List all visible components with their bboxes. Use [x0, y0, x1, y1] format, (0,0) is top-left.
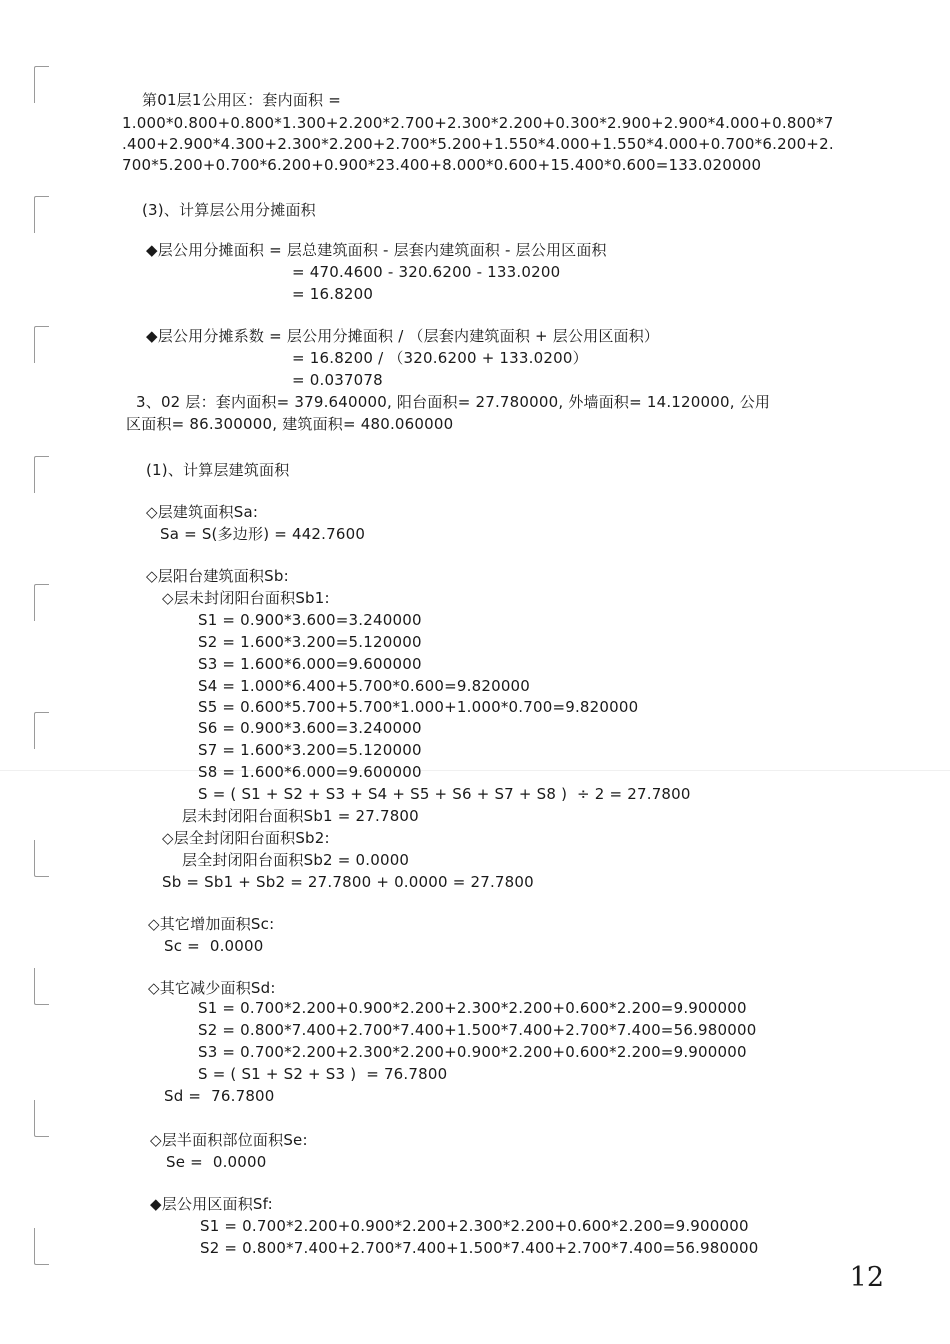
- text-line: S5 = 0.600*5.700+5.700*1.000+1.000*0.700=9.820000: [198, 698, 639, 716]
- binding-mark: [34, 584, 49, 621]
- binding-mark: [34, 968, 49, 1005]
- binding-mark: [34, 456, 49, 493]
- binding-mark: [34, 840, 49, 877]
- text-line: S1 = 0.900*3.600=3.240000: [198, 611, 422, 629]
- text-line: Sb = Sb1 + Sb2 = 27.7800 + 0.0000 = 27.7800: [162, 873, 534, 891]
- text-line: ◆层公用分摊系数 = 层公用分摊面积 / （层套内建筑面积 + 层公用区面积）: [146, 327, 660, 345]
- text-line: 区面积= 86.300000, 建筑面积= 480.060000: [126, 415, 454, 433]
- text-line: S3 = 1.600*6.000=9.600000: [198, 655, 422, 673]
- text-line: Sa = S(多边形) = 442.7600: [160, 525, 366, 543]
- text-line: ◇层全封闭阳台面积Sb2:: [162, 829, 330, 847]
- text-line: 层全封闭阳台面积Sb2 = 0.0000: [182, 851, 410, 869]
- text-line: S8 = 1.600*6.000=9.600000: [198, 763, 422, 781]
- text-line: Se = 0.0000: [166, 1153, 267, 1171]
- text-line: .400+2.900*4.300+2.300*2.200+2.700*5.200+1.550*4.000+1.550*4.000+0.700*6.200+2.: [122, 135, 834, 153]
- text-line: ◇层建筑面积Sa:: [146, 503, 259, 521]
- text-line: Sc = 0.0000: [164, 937, 264, 955]
- text-line: S1 = 0.700*2.200+0.900*2.200+2.300*2.200+0.600*2.200=9.900000: [200, 1217, 749, 1235]
- text-line: 1.000*0.800+0.800*1.300+2.200*2.700+2.300*2.200+0.300*2.900+2.900*4.000+0.800*7: [122, 114, 834, 132]
- text-line: Sd = 76.7800: [164, 1087, 275, 1105]
- text-line: ◆层公用分摊面积 = 层总建筑面积 - 层套内建筑面积 - 层公用区面积: [146, 241, 607, 259]
- text-line: S4 = 1.000*6.400+5.700*0.600=9.820000: [198, 677, 531, 695]
- text-line: 3、02 层：套内面积= 379.640000, 阳台面积= 27.780000, 外墙面积= 14.120000, 公用: [136, 393, 771, 411]
- text-line: S1 = 0.700*2.200+0.900*2.200+2.300*2.200+0.600*2.200=9.900000: [198, 999, 747, 1017]
- binding-mark: [34, 1228, 49, 1265]
- text-line: S2 = 0.800*7.400+2.700*7.400+1.500*7.400+2.700*7.400=56.980000: [200, 1239, 759, 1257]
- page-number: 12: [849, 1262, 884, 1293]
- text-line: (3)、计算层公用分摊面积: [142, 201, 316, 219]
- text-line: S2 = 1.600*3.200=5.120000: [198, 633, 422, 651]
- text-line: = 16.8200 / （320.6200 + 133.0200）: [292, 349, 588, 367]
- text-line: ◇层阳台建筑面积Sb:: [146, 567, 289, 585]
- text-line: 第01层1公用区：套内面积 =: [142, 91, 341, 109]
- binding-mark: [34, 712, 49, 749]
- text-line: 层未封闭阳台面积Sb1 = 27.7800: [182, 807, 419, 825]
- binding-mark: [34, 66, 49, 103]
- text-line: ◆层公用区面积Sf:: [150, 1195, 273, 1213]
- scan-artifact-line: [0, 770, 950, 771]
- text-line: ◇其它增加面积Sc:: [148, 915, 275, 933]
- text-line: S7 = 1.600*3.200=5.120000: [198, 741, 422, 759]
- text-line: ◇层半面积部位面积Se:: [150, 1131, 308, 1149]
- text-line: 700*5.200+0.700*6.200+0.900*23.400+8.000*0.600+15.400*0.600=133.020000: [122, 156, 762, 174]
- text-line: = 470.4600 - 320.6200 - 133.0200: [292, 263, 561, 281]
- binding-mark: [34, 196, 49, 233]
- binding-mark: [34, 1100, 49, 1137]
- text-line: S2 = 0.800*7.400+2.700*7.400+1.500*7.400+2.700*7.400=56.980000: [198, 1021, 757, 1039]
- text-line: = 0.037078: [292, 371, 383, 389]
- text-line: ◇其它减少面积Sd:: [148, 979, 276, 997]
- text-line: (1)、计算层建筑面积: [146, 461, 290, 479]
- text-line: S = ( S1 + S2 + S3 ) = 76.7800: [198, 1065, 448, 1083]
- binding-mark: [34, 326, 49, 363]
- text-line: = 16.8200: [292, 285, 374, 303]
- text-line: S = ( S1 + S2 + S3 + S4 + S5 + S6 + S7 + S8 ) ÷ 2 = 27.7800: [198, 785, 691, 803]
- text-line: S3 = 0.700*2.200+2.300*2.200+0.900*2.200+0.600*2.200=9.900000: [198, 1043, 747, 1061]
- text-line: ◇层未封闭阳台面积Sb1:: [162, 589, 330, 607]
- text-line: S6 = 0.900*3.600=3.240000: [198, 719, 422, 737]
